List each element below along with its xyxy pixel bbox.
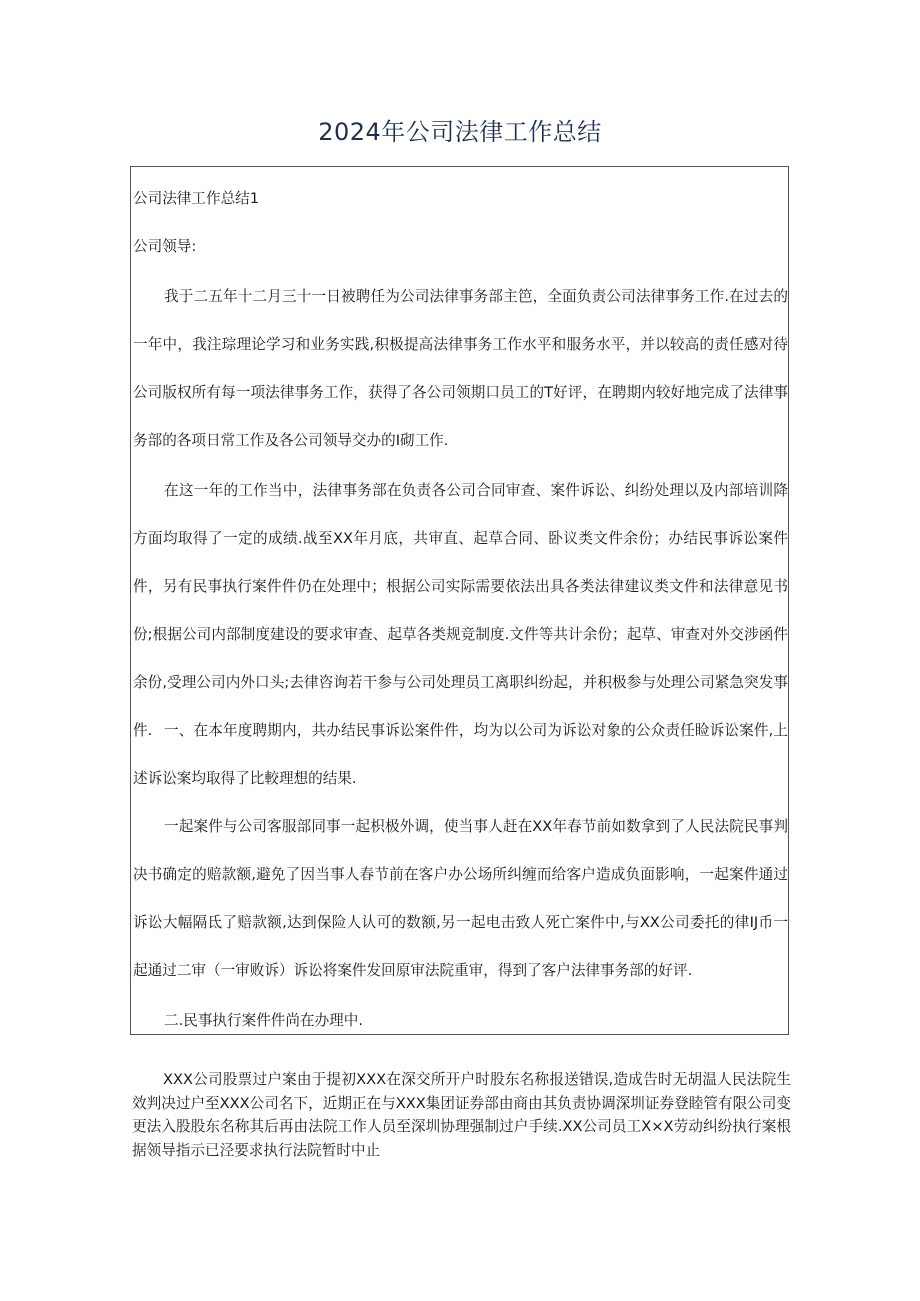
paragraph-case-details: 一起案件与公司客服部同事一起枳极外调，使当事人赶在XX年春节前如数拿到了人民法院民事判决书确定的赔款额,避免了因当事人春节前在客户办公场所纠缠而给客户造成负面影响，一起案件通过诉讼大幅隔氐了赔款额,达到保险人认可的数额,另一起电击致人死亡案件中,与XX公司委托的律IJ币一起通过二审（一审败诉）诉讼将案件发回原审法院重审，得到了客户法律事务部的好评. [133,818,788,979]
document-title: 2024年公司法律工作总结 [318,118,602,146]
paragraph-civil-litigation: 一、在本年度聘期内，共办结民事诉讼案件件，均为以公司为诉讼对象的公众责任睑诉讼案件,上述诉讼案均取得了比較理想的结果. [133,722,788,787]
section-heading: 公司法律工作总结1 [133,190,260,207]
paragraph-appointment: 我于二五年十二月三十一日被聘任为公司法律事务部主笆，全面负责公司法律事务工作.在过去的一年中，我注琮理论学习和业务实践,积极提高法律事务工作水平和服务水平，并以较高的责任感对待公司版权所有每一项法律事务工作，获得了各公司领期口员工的T好评，在聘期内较好地完成了法律事务部的各项日常工作及各公司领导交办的I砌工作. [133,288,788,449]
paragraph-achievements: 在这一年的工作当中，法律事务部在负责各公司合同审查、案件诉讼、纠纷处理以及内部培训降方面均取得了一定的成绩.战至XX年月底，共审直、起草合同、卧议类文件余份；办结民事诉讼案件件，另有民事执行案件件仍在处理中；根据公司实际需要依法出具各类法律建议类文件和法律意见书份;根据公司内部制度建设的要求审查、起草各类规竞制度.文件等共计余份；起草、审查对外交涉函件余份,受理公司内外口头;去律咨询若干参与公司处理员工离职纠纷起，并积极参与处理公司紧急突发事件. [133,482,788,739]
paragraph-enforcement: 二.民事执行案件件尚在办理中. [164,1012,363,1029]
paragraph-stock-transfer: XXX公司股票过户案由于提初XXX在深交所开户时股东名称报送错误,造成告时无胡温人民法院生效判决过户至XXX公司名下，近期正在与XXX集团证券部由商由其负责协调深圳证券登睦管有限公司变更法入股股东名称其后再由法院工作人员至深圳协理强制过户手续.XX公司员工X×X劳动纠纷执行案根据领导指示已泾要求执行法院暂时中止 [132,1071,791,1159]
bordered-content-box [130,166,789,1035]
salutation: 公司领导: [133,238,197,255]
